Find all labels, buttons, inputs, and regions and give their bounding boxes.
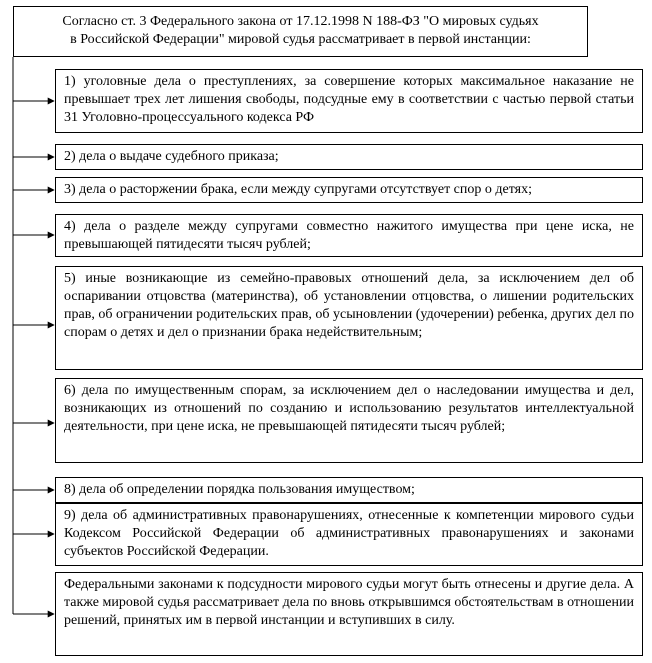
item-1-text: 1) уголовные дела о преступлениях, за совершение которых максимальное наказание не превышает трех лет лишения свободы, подсудные ему в соответствии с частью первой статьи 31 Уголовно-процессуального кодекса РФ [64, 74, 634, 125]
header-line-2: в Российской Федерации" мировой судья рассматривает в первой инстанции: [70, 32, 531, 47]
item-1-box [55, 69, 643, 133]
item-5-box [55, 266, 643, 370]
item-6-text: 6) дела по имущественным спорам, за исключением дел о наследовании имущества и дел, возникающих из отношений по созданию и использованию результатов интеллектуальной деятельности, при цене иска, не превышающей пятидесяти тысяч рублей; [64, 383, 634, 434]
item-federal-text: Федеральными законами к подсудности мирового судьи могут быть отнесены и другие дела. А также мировой судья рассматривает дела по вновь открывшимся обстоятельствам в отношении решений, принятых им в первой инстанции и вступивших в силу. [64, 577, 634, 628]
item-8-text: 8) дела об определении порядка пользования имуществом; [64, 482, 415, 497]
item-2-box [55, 144, 643, 170]
item-4-box [55, 214, 643, 257]
item-3-box [55, 177, 643, 203]
header-line-1: Согласно ст. 3 Федерального закона от 17.12.1998 N 188-ФЗ "О мировых судьях [62, 14, 539, 29]
item-8-box [55, 477, 643, 503]
item-5-text: 5) иные возникающие из семейно-правовых отношений дела, за исключением дел об оспаривании отцовства (материнства), об установлении отцовства, о лишении родительских прав, об ограничении родительских прав, об усыновлении (удочерении) ребенка, других дел по спорам о детях и дел о признании брака недействительным; [64, 271, 634, 340]
header-box [13, 6, 588, 57]
item-2-text: 2) дела о выдаче судебного приказа; [64, 149, 279, 164]
item-9-text: 9) дела об административных правонарушениях, отнесенные к компетенции мирового судьи Кодексом Российской Федерации об административных правонарушениях и законами субъектов Российской Федерации. [64, 508, 634, 559]
item-4-text: 4) дела о разделе между супругами совместно нажитого имущества при цене иска, не превышающей пятидесяти тысяч рублей; [64, 219, 634, 252]
item-9-box [55, 503, 643, 566]
item-3-text: 3) дела о расторжении брака, если между супругами отсутствует спор о детях; [64, 182, 532, 197]
item-federal-box [55, 572, 643, 656]
item-6-box [55, 378, 643, 463]
